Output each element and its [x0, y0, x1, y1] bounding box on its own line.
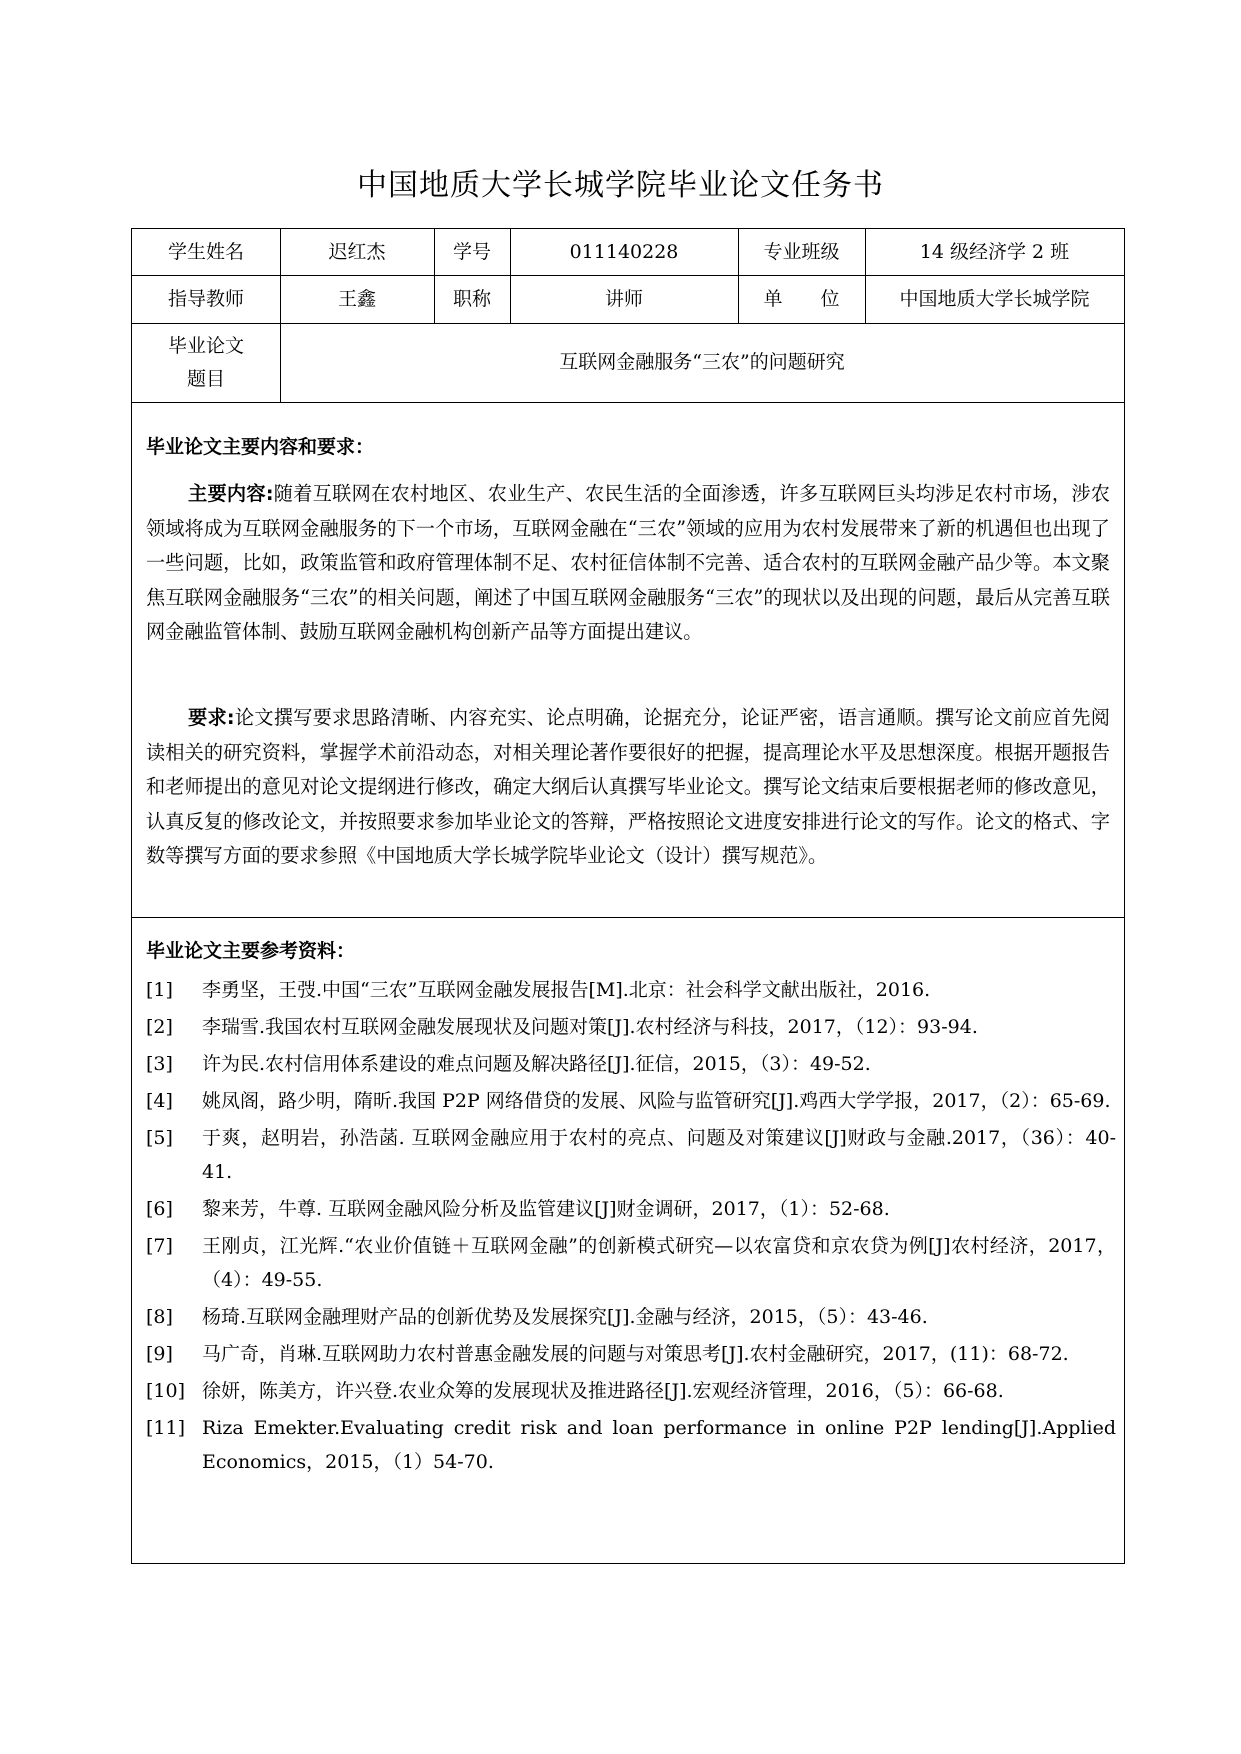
thesis-title-label-line1: 毕业论文 [167, 334, 244, 357]
row-divider [132, 917, 1124, 918]
advisor-label: 指导教师 [167, 287, 244, 310]
reference-text: 于爽，赵明岩，孙浩菡. 互联网金融应用于农村的亮点、问题及对策建议[J]财政与金融.2017，（36）：40-41. [202, 1127, 1116, 1183]
reference-number: [8] [146, 1306, 173, 1328]
reference-item [146, 973, 1116, 1007]
reference-text: 姚凤阁，路少明，隋昕.我国 P2P 网络借贷的发展、风险与监管研究[J].鸡西大学学报，2017，（2）：65-69. [202, 1090, 1111, 1112]
reference-text: 马广奇，肖琳.互联网助力农村普惠金融发展的问题与对策思考[J].农村金融研究，2017，(11)：68-72. [202, 1343, 1069, 1365]
reference-number: [4] [146, 1090, 173, 1112]
reference-item [146, 1337, 1116, 1371]
unit-label: 单 位 [763, 287, 840, 310]
reference-item [146, 1047, 1116, 1081]
reference-number: [6] [146, 1198, 173, 1220]
reference-number: [7] [146, 1235, 173, 1257]
rank-label: 职称 [452, 287, 491, 310]
unit-value: 中国地质大学长城学院 [899, 287, 1090, 310]
rank-value: 讲师 [604, 287, 643, 310]
reference-text: 李瑞雪.我国农村互联网金融发展现状及问题对策[J].农村经济与科技，2017，（12）：93-94. [202, 1016, 978, 1038]
reference-number: [1] [146, 979, 173, 1001]
advisor-name: 王鑫 [337, 287, 376, 310]
student-name-label: 学生姓名 [167, 240, 244, 263]
reference-item [146, 1300, 1116, 1334]
reference-number: [10] [146, 1380, 186, 1402]
reference-text: 黎来芳，牛尊. 互联网金融风险分析及监管建议[J]财金调研，2017，（1）：52-68. [202, 1198, 890, 1220]
reference-item [146, 1192, 1116, 1226]
thesis-title: 互联网金融服务“三农”的问题研究 [559, 351, 845, 373]
class-value: 14 级经济学 2 班 [919, 240, 1070, 263]
reference-item [146, 1229, 1116, 1297]
thesis-title-label-line2: 题目 [186, 367, 225, 390]
main-content-label: 主要内容: [188, 482, 274, 505]
reference-text: Riza Emekter.Evaluating credit risk and loan performance in online P2P lending[J].Applied Economics，2015，（1）54-70. [202, 1417, 1116, 1473]
reference-item [146, 1374, 1116, 1408]
requirements-paragraph [146, 701, 1110, 874]
student-name: 迟红杰 [328, 240, 386, 263]
requirements-label: 要求: [188, 706, 235, 729]
reference-number: [2] [146, 1016, 173, 1038]
reference-text: 许为民.农村信用体系建设的难点问题及解决路径[J].征信，2015，（3）：49-52. [202, 1053, 871, 1075]
reference-number: [9] [146, 1343, 173, 1365]
class-label: 专业班级 [763, 240, 840, 263]
reference-number: [11] [146, 1417, 186, 1439]
reference-text: 杨琦.互联网金融理财产品的创新优势及发展探究[J].金融与经济，2015，（5）：43-46. [202, 1306, 928, 1328]
reference-list [146, 973, 1116, 1482]
reference-item [146, 1084, 1116, 1118]
main-content-text: 随着互联网在农村地区、农业生产、农民生活的全面渗透，许多互联网巨头均涉足农村市场，涉农领域将成为互联网金融服务的下一个市场，互联网金融在“三农”领域的应用为农村发展带来了新的机遇但也出现了一些问题，比如，政策监管和政府管理体制不足、农村征信体制不完善、适合农村的互联网金融产品少等。本文聚焦互联网金融服务“三农”的相关问题，阐述了中国互联网金融服务“三农”的现状以及出现的问题，最后从完善互联网金融监管体制、鼓励互联网金融机构创新产品等方面提出建议。 [146, 482, 1110, 643]
reference-text: 王刚贞，江光辉.“农业价值链＋互联网金融”的创新模式研究—以农富贷和京农贷为例[J]农村经济，2017，（4）：49-55. [202, 1235, 1116, 1291]
references-heading: 毕业论文主要参考资料： [146, 940, 356, 962]
row-divider [132, 402, 1124, 403]
task-table [131, 228, 1125, 1564]
student-id-label: 学号 [452, 240, 491, 263]
reference-text: 李勇坚，王弢.中国“三农”互联网金融发展报告[M].北京：社会科学文献出版社，2016. [202, 979, 931, 1001]
reference-number: [5] [146, 1127, 173, 1149]
student-id: 011140228 [569, 240, 679, 263]
reference-item [146, 1121, 1116, 1189]
reference-number: [3] [146, 1053, 173, 1075]
requirements-text: 论文撰写要求思路清晰、内容充实、论点明确，论据充分，论证严密，语言通顺。撰写论文前应首先阅读相关的研究资料，掌握学术前沿动态，对相关理论著作要很好的把握，提高理论水平及思想深度。根据开题报告和老师提出的意见对论文提纲进行修改，确定大纲后认真撰写毕业论文。撰写论文结束后要根据老师的修改意见，认真反复的修改论文，并按照要求参加毕业论文的答辩，严格按照论文进度安排进行论文的写作。论文的格式、字数等撰写方面的要求参照《中国地质大学长城学院毕业论文（设计）撰写规范》。 [146, 706, 1110, 867]
thesis-title-label [132, 323, 280, 402]
page-title: 中国地质大学长城学院毕业论文任务书 [357, 168, 884, 203]
reference-item [146, 1411, 1116, 1479]
reference-item [146, 1010, 1116, 1044]
reference-text: 徐妍，陈美方，许兴登.农业众筹的发展现状及推进路径[J].宏观经济管理，2016，（5）：66-68. [202, 1380, 1004, 1402]
content-heading: 毕业论文主要内容和要求： [146, 436, 375, 458]
main-content-paragraph [146, 477, 1110, 650]
